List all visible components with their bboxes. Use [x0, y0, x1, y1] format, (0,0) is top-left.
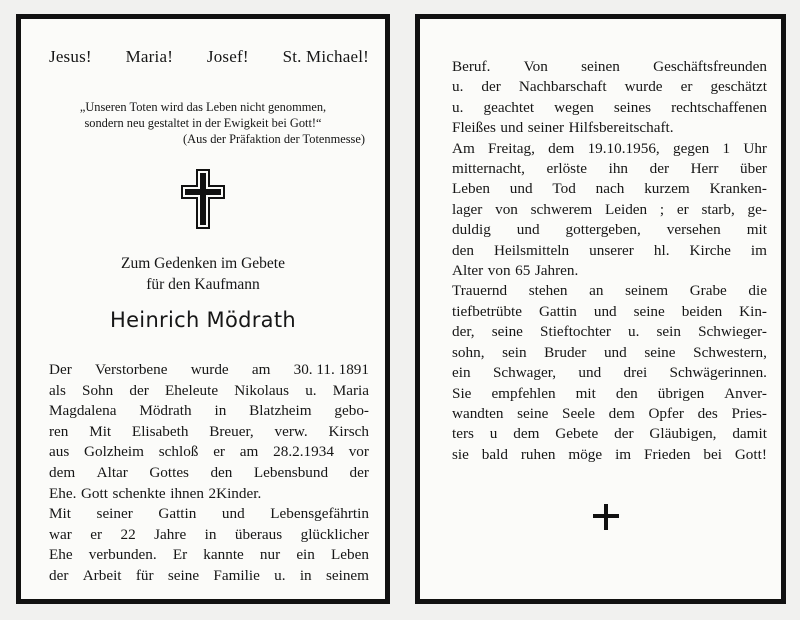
text-line	[452, 384, 767, 404]
word: er	[680, 78, 693, 96]
memorial-line: für den Kaufmann	[146, 276, 260, 293]
word: Von	[523, 58, 548, 75]
word: über	[740, 160, 767, 178]
word: seines	[613, 98, 652, 116]
word: die	[748, 282, 767, 300]
word: versehen	[666, 221, 721, 239]
text-line	[452, 57, 767, 77]
text-line	[49, 463, 369, 484]
word: beiden	[681, 302, 723, 320]
left-card	[16, 14, 390, 604]
word: seinen	[581, 58, 620, 75]
word: Gattin	[158, 505, 197, 523]
word: mitternacht,	[452, 160, 525, 178]
word: Kirsch	[328, 422, 369, 440]
quote-source: (Aus der Präfaktion der Totenmesse)	[183, 132, 365, 146]
invocation-josef: Josef!	[206, 47, 249, 66]
invocation-michael: St. Michael!	[282, 47, 369, 66]
word: Kin-	[739, 302, 767, 320]
word: der	[349, 463, 369, 481]
word: Sie	[452, 384, 472, 402]
memorial-line: Zum Gedenken im Gebete	[121, 255, 285, 272]
word: ruhen	[520, 445, 556, 463]
text-line	[452, 159, 767, 179]
word: ters	[452, 425, 474, 443]
word: 30. 11. 1891	[293, 361, 369, 378]
word: 2Kinder.	[208, 484, 262, 502]
word: Magdalena	[49, 402, 117, 420]
word: Leben	[331, 546, 369, 564]
word: Herr	[690, 160, 719, 178]
word: seinem	[325, 566, 369, 584]
word: Pries-	[731, 404, 767, 422]
word: Nachbarschaft	[518, 78, 607, 96]
word: ge-	[747, 200, 767, 218]
word: sein	[502, 343, 527, 361]
word: Beruf.	[452, 58, 491, 75]
text-line	[49, 484, 369, 505]
word: Trauernd	[452, 282, 508, 300]
text-line	[452, 302, 767, 322]
text-line	[452, 77, 767, 97]
word: 19.10.1956,	[587, 139, 660, 157]
word: 28.2.1934	[273, 443, 334, 461]
word: Schwager,	[492, 364, 557, 382]
word: der	[649, 160, 670, 178]
word: Gott	[80, 484, 108, 502]
word: der	[614, 425, 634, 443]
text-line	[49, 360, 369, 381]
word: lager	[452, 200, 483, 218]
text-line	[49, 442, 369, 463]
quote-line: „Unseren Toten wird das Leben nicht genommen,	[79, 100, 327, 114]
word: ren	[49, 422, 69, 440]
word: Seele	[562, 404, 595, 422]
word: Alter	[452, 262, 484, 280]
word: sie	[452, 445, 469, 463]
word: Kranken-	[709, 180, 767, 198]
word: Maria	[332, 381, 369, 399]
word: Geschäftsfreunden	[653, 58, 767, 75]
text-line	[452, 118, 767, 138]
word: Gebete	[555, 425, 599, 443]
word: Mit	[49, 505, 71, 523]
word: und	[509, 180, 533, 198]
latin-cross-icon	[181, 169, 225, 229]
text-line	[49, 422, 369, 443]
word: Gattin	[538, 302, 577, 320]
word: von	[495, 200, 518, 218]
word: Anver-	[724, 384, 767, 402]
word: bald	[481, 445, 508, 463]
word: glücklicher	[300, 525, 369, 543]
word: Jahren.	[534, 262, 579, 280]
word: für	[135, 566, 154, 584]
word: starb,	[701, 200, 735, 218]
word: des	[697, 404, 718, 422]
word: Er	[172, 546, 188, 564]
word: seine	[517, 404, 549, 422]
word: Breuer,	[209, 422, 254, 440]
word: und	[516, 221, 540, 239]
word: Mit	[89, 422, 112, 440]
word: den	[452, 241, 474, 259]
text-line	[49, 381, 369, 402]
word: Leiden	[604, 200, 648, 218]
word: Freitag,	[488, 139, 535, 157]
word: ein	[296, 546, 315, 564]
word: Schwieger-	[698, 323, 767, 341]
word: 22	[120, 525, 136, 543]
word: geachtet	[483, 98, 535, 116]
word: drei	[623, 364, 648, 382]
word: mit	[575, 384, 596, 402]
word: mit	[746, 221, 767, 239]
word: Stieftochter	[540, 323, 611, 341]
invocation-jesus: Jesus!	[49, 47, 92, 66]
word: in	[204, 525, 217, 543]
word: Gott!	[734, 445, 767, 463]
word: Arbeit	[82, 566, 122, 584]
word: ein	[452, 364, 471, 382]
word: schloß	[158, 443, 199, 461]
text-line	[452, 241, 767, 261]
quote-line: sondern neu gestaltet in der Ewigkeit bei Gott!“	[84, 116, 322, 130]
word: 1	[722, 139, 731, 157]
invocation-line	[49, 47, 369, 67]
word: Golzheim	[84, 443, 144, 461]
word: dem	[608, 404, 635, 422]
word: Fleißes	[452, 119, 496, 137]
word: Grabe	[689, 282, 727, 300]
word: vor	[348, 443, 369, 461]
word: seinem	[625, 282, 669, 300]
word: dem	[548, 139, 575, 157]
text-line	[452, 445, 767, 465]
word: Frieden	[644, 445, 691, 463]
word: geschätzt	[710, 78, 767, 96]
word: ;	[659, 200, 665, 218]
word: Nikolaus	[234, 381, 290, 399]
word: Sohn	[82, 381, 114, 399]
word: Ehe.	[49, 484, 77, 502]
word: dem	[513, 425, 540, 443]
word: Der	[49, 361, 72, 378]
word: seine	[167, 566, 200, 584]
text-line	[49, 545, 369, 566]
word: Elisabeth	[131, 422, 189, 440]
text-line	[452, 220, 767, 240]
word: seine	[491, 323, 523, 341]
word: verbunden.	[88, 546, 157, 564]
word: von	[487, 262, 511, 280]
word: sein	[656, 323, 681, 341]
text-line	[452, 200, 767, 220]
word: der	[49, 566, 69, 584]
text-line	[49, 566, 369, 587]
right-card	[415, 14, 786, 604]
text-line	[452, 322, 767, 342]
word: der	[129, 381, 149, 399]
word: gegen	[672, 139, 710, 157]
word: Mödrath	[139, 402, 192, 420]
text-line	[49, 504, 369, 525]
word: war	[49, 525, 72, 543]
word: Altar	[96, 463, 128, 481]
word: im	[750, 241, 767, 259]
word: Kirche	[689, 241, 731, 259]
word: wegen	[554, 98, 594, 116]
word: am	[251, 361, 271, 378]
text-line	[452, 139, 767, 159]
word: seine	[644, 343, 676, 361]
word: Uhr	[743, 139, 767, 157]
word: Verstorbene	[94, 361, 168, 378]
word: Leben	[452, 180, 490, 198]
word: empfehlen	[491, 384, 556, 402]
word: Opfer	[648, 404, 684, 422]
text-line	[452, 281, 767, 301]
text-line	[452, 261, 767, 281]
word: u	[489, 425, 498, 443]
word: überaus	[234, 525, 283, 543]
word: verw.	[274, 422, 308, 440]
word: tiefbetrübte	[452, 302, 522, 320]
small-cross-icon	[592, 503, 620, 531]
text-line	[452, 343, 767, 363]
word: u.	[452, 78, 464, 96]
word: als	[49, 381, 66, 399]
word: er	[90, 525, 103, 543]
word: u.	[452, 98, 464, 116]
word: ihn	[608, 160, 629, 178]
word: u.	[305, 381, 317, 399]
word: aus	[49, 443, 70, 461]
word: und	[593, 302, 617, 320]
word: stehen	[528, 282, 568, 300]
text-line	[452, 179, 767, 199]
word: seiner	[527, 119, 565, 137]
word: gottergeben,	[565, 221, 641, 239]
word: den	[615, 384, 638, 402]
word: seine	[633, 302, 665, 320]
text-line	[49, 401, 369, 422]
word: unserer	[589, 241, 634, 259]
word: Blatzheim	[249, 402, 312, 420]
word: und	[500, 119, 524, 137]
word: der	[481, 78, 501, 96]
word: in	[299, 566, 312, 584]
word: seiner	[96, 505, 133, 523]
word: duldig	[452, 221, 491, 239]
word: Lebensgefährtin	[270, 505, 369, 523]
word: Hilfsbereitschaft.	[568, 119, 674, 137]
memorial-heading	[21, 253, 385, 295]
text-line	[452, 424, 767, 444]
word: bei	[703, 445, 722, 463]
word: Bruder	[544, 343, 587, 361]
word: schwerem	[530, 200, 593, 218]
word: kannte	[203, 546, 244, 564]
word: schenkte	[112, 484, 166, 502]
word: wandten	[452, 404, 504, 422]
text-line	[49, 525, 369, 546]
liturgical-quote	[37, 99, 369, 147]
word: u.	[628, 323, 640, 341]
word: Ehe	[49, 546, 73, 564]
word: und	[221, 505, 245, 523]
word: möge	[568, 445, 603, 463]
word: in	[214, 402, 227, 420]
word: Gottes	[149, 463, 189, 481]
word: Schwägerinnen.	[669, 364, 767, 382]
word: und	[578, 364, 602, 382]
word: ihnen	[170, 484, 204, 502]
word: der,	[452, 323, 475, 341]
word: Schwestern,	[693, 343, 767, 361]
word: übrigen	[657, 384, 705, 402]
word: den	[210, 463, 233, 481]
word: er	[213, 443, 225, 461]
word: Lebensbund	[253, 463, 329, 481]
word: kurzem	[644, 180, 690, 198]
word: Heilsmitteln	[493, 241, 570, 259]
word: Am	[452, 139, 475, 157]
word: wurde	[190, 361, 229, 378]
word: Tod	[552, 180, 576, 198]
word: sohn,	[452, 343, 485, 361]
word: Gläubigen,	[649, 425, 717, 443]
word: gebo-	[334, 402, 369, 420]
deceased-name: Heinrich Mödrath	[110, 308, 296, 332]
obituary-text	[452, 57, 767, 465]
word: erlöste	[546, 160, 588, 178]
word: 65	[515, 262, 531, 280]
word: Jahre	[154, 525, 187, 543]
word: Familie	[213, 566, 260, 584]
text-line	[452, 404, 767, 424]
text-line	[452, 98, 767, 118]
word: und	[603, 343, 627, 361]
word: hl.	[653, 241, 670, 259]
word: nach	[595, 180, 625, 198]
word: nur	[259, 546, 281, 564]
word: wurde	[624, 78, 663, 96]
invocation-maria: Maria!	[125, 47, 174, 66]
word: dem	[49, 463, 76, 481]
word: damit	[732, 425, 767, 443]
word: u.	[274, 566, 286, 584]
word: rechtschaffenen	[671, 98, 767, 116]
word: er	[676, 200, 689, 218]
word: an	[589, 282, 604, 300]
word: am	[239, 443, 259, 461]
word: Eheleute	[164, 381, 219, 399]
text-line	[452, 363, 767, 383]
word: im	[615, 445, 632, 463]
biography-text	[49, 360, 369, 587]
